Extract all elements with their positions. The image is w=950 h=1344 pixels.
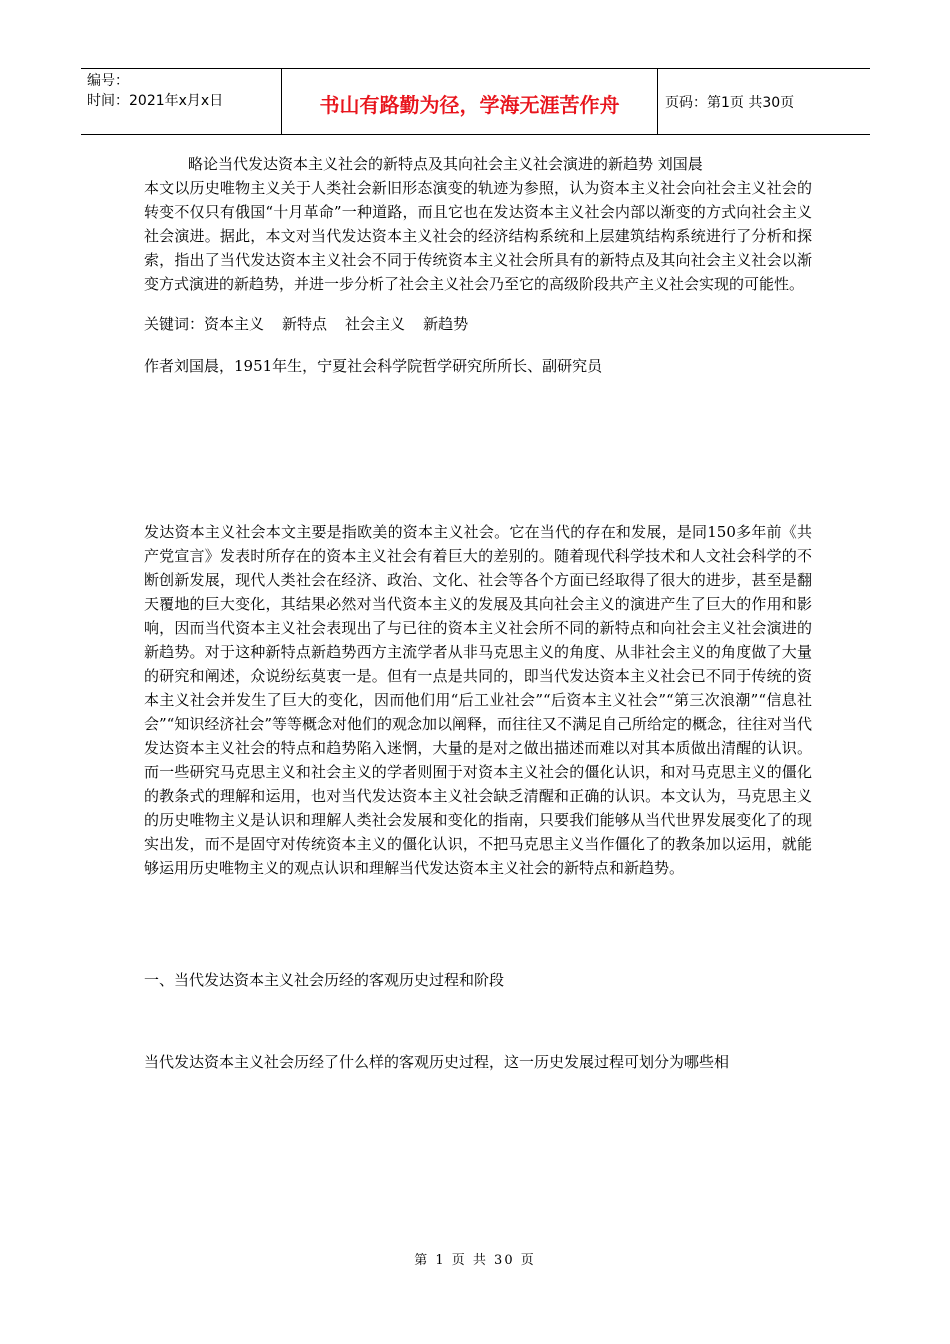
keyword-item: 社会主义 — [345, 315, 406, 333]
header-number-label: 编号： — [87, 73, 129, 89]
keywords-line — [144, 312, 812, 336]
author-note: 作者刘国晨，1951年生，宁夏社会科学院哲学研究所所长、副研究员 — [144, 357, 603, 375]
header-date-label: 时间：2021年x月x日 — [87, 93, 224, 109]
header-motto: 书山有路勤为径，学海无涯苦作舟 — [282, 69, 658, 134]
keyword-item: 新趋势 — [423, 315, 469, 333]
article-title: 略论当代发达资本主义社会的新特点及其向社会主义社会演进的新趋势 刘国晨 — [188, 155, 703, 173]
page-footer: 第 1 页 共 30 页 — [414, 1253, 536, 1268]
section-heading: 一、当代发达资本主义社会历经的客观历史过程和阶段 — [144, 971, 505, 989]
last-line: 当代发达资本主义社会历经了什么样的客观历史过程，这一历史发展过程可划分为哪些相 — [144, 1053, 730, 1071]
keyword-item: 资本主义 — [204, 315, 265, 333]
keyword-item: 新特点 — [282, 315, 328, 333]
document-header — [81, 68, 870, 135]
keywords-label: 关键词： — [144, 315, 205, 333]
intro-paragraph: 发达资本主义社会本文主要是指欧美的资本主义社会。它在当代的存在和发展，是同150多年前《共产党宣言》发表时所存在的资本主义社会有着巨大的差别的。随着现代科学技术和人文社会科学的不断创新发展，现代人类社会在经济、政治、文化、社会等各个方面已经取得了很大的进步，甚至是翻天覆地的巨大变化，其结果必然对当代资本主义的发展及其向社会主义的演进产生了巨大的作用和影响，因而当代资本主义社会表现出了与已往的资本主义社会所不同的新特点和向社会主义社会演进的新趋势。对于这种新特点新趋势西方主流学者从非马克思主义的角度、从非社会主义的角度做了大量的研究和阐述，众说纷纭莫衷一是。但有一点是共同的，即当代发达资本主义社会已不同于传统的资本主义社会并发生了巨大的变化，因而他们用“后工业社会”“后资本主义社会”“第三次浪潮”“信息社会”“知识经济社会”等等概念对他们的观念加以阐释，而往往又不满足自己所给定的概念，往往对当代发达资本主义社会的特点和趋势陷入迷惘，大量的是对之做出描述而难以对其本质做出清醒的认识。而一些研究马克思主义和社会主义的学者则囿于对资本主义社会的僵化认识，和对马克思主义的僵化的教条式的理解和运用，也对当代发达资本主义社会缺乏清醒和正确的认识。本文认为，马克思主义的历史唯物主义是认识和理解人类社会发展和变化的指南，只要我们能够从当代世界发展变化了的现实出发，而不是固守对传统资本主义的僵化认识，不把马克思主义当作僵化了的教条加以运用，就能够运用历史唯物主义的观点认识和理解当代发达资本主义社会的新特点和新趋势。 — [144, 523, 813, 877]
article-body — [144, 152, 812, 1074]
header-meta-cell — [81, 69, 282, 134]
article-abstract: 本文以历史唯物主义关于人类社会新旧形态演变的轨迹为参照，认为资本主义社会向社会主义社会的转变不仅只有俄国“十月革命”一种道路，而且它也在发达资本主义社会内部以渐变的方式向社会主义社会演进。据此，本文对当代发达资本主义社会的经济结构系统和上层建筑结构系统进行了分析和探索，指出了当代发达资本主义社会不同于传统资本主义社会所具有的新特点及其向社会主义社会以渐变方式演进的新趋势，并进一步分析了社会主义社会乃至它的高级阶段共产主义社会实现的可能性。 — [144, 179, 812, 293]
header-page-info: 页码：第1页 共30页 — [665, 94, 795, 111]
